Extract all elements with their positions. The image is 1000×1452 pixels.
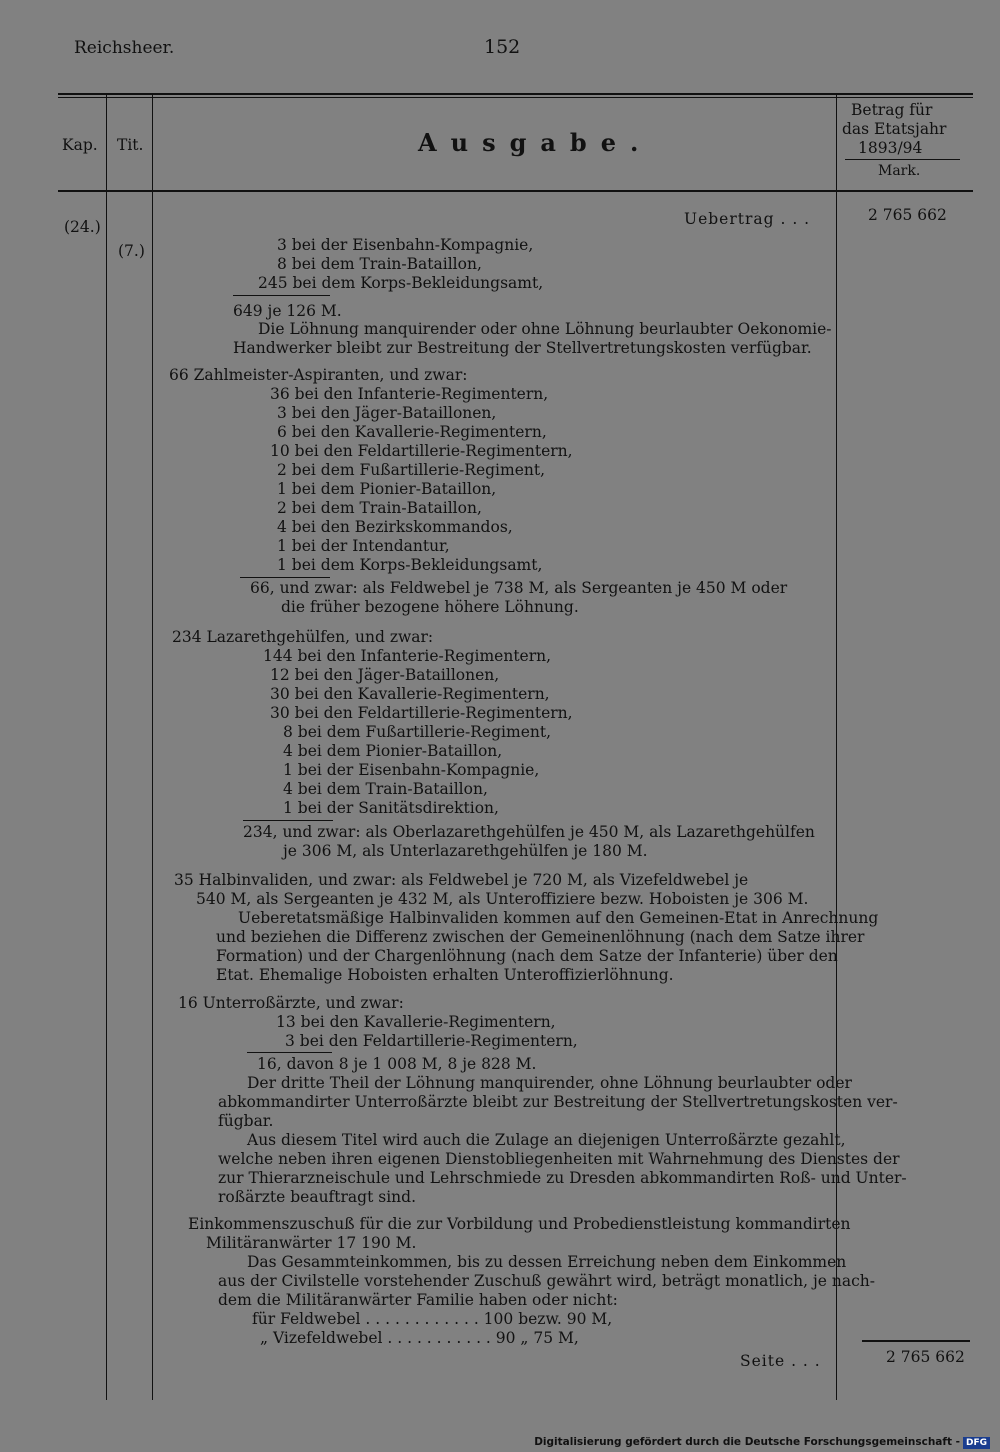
body-line: roßärzte beauftragt sind.: [218, 1188, 416, 1206]
body-line: 1 bei der Intendantur,: [277, 537, 450, 555]
body-line: 3 bei den Jäger-Bataillonen,: [277, 404, 497, 422]
body-line: 4 bei den Bezirkskommandos,: [277, 518, 513, 536]
footer-text: Digitalisierung gefördert durch die Deutsche Forschungsgemeinschaft -: [534, 1436, 960, 1448]
body-line: fügbar.: [218, 1112, 274, 1130]
body-line: Ueberetatsmäßige Halbinvaliden kommen auf den Gemeinen-Etat in Anrechnung: [238, 909, 879, 927]
body-line: Die Löhnung manquirender oder ohne Löhnung beurlaubter Oekonomie-: [258, 320, 832, 338]
body-line: 144 bei den Infanterie-Regimentern,: [263, 647, 552, 665]
body-line: abkommandirter Unterroßärzte bleibt zur Bestreitung der Stellvertretungskosten ver-: [218, 1093, 898, 1111]
body-line: 30 bei den Kavallerie-Regimentern,: [270, 685, 550, 703]
body-line: 3 bei den Feldartillerie-Regimentern,: [285, 1032, 578, 1050]
kap-column-divider: [106, 95, 107, 1400]
page-number: 152: [484, 36, 521, 58]
body-line: und beziehen die Differenz zwischen der Gemeinenlöhnung (nach dem Satze ihrer: [216, 928, 865, 946]
body-line: Handwerker bleibt zur Bestreitung der Stellvertretungskosten verfügbar.: [233, 339, 812, 357]
body-line: zur Thierarzneischule und Lehrschmiede zu Dresden abkommandirten Roß- und Unter-: [218, 1169, 907, 1187]
body-line: 1 bei der Sanitätsdirektion,: [283, 799, 499, 817]
amount-column-divider: [836, 95, 837, 1400]
betrag-header-line1: Betrag für: [851, 101, 933, 119]
body-line: 1 bei dem Pionier-Bataillon,: [277, 480, 497, 498]
body-line: 35 Halbinvaliden, und zwar: als Feldwebel je 720 M, als Vizefeldwebel je: [174, 871, 749, 889]
body-line: die früher bezogene höhere Löhnung.: [281, 598, 579, 616]
body-line: 234 Lazarethgehülfen, und zwar:: [172, 628, 434, 646]
body-line: 8 bei dem Fußartillerie-Regiment,: [283, 723, 552, 741]
body-line: Einkommenszuschuß für die zur Vorbildung und Probedienstleistung kommandirten: [188, 1215, 851, 1233]
body-line: 66 Zahlmeister-Aspiranten, und zwar:: [169, 366, 468, 384]
sum-rule: [247, 1052, 332, 1053]
page-total-amount: 2 765 662: [886, 1348, 965, 1366]
body-line: 234, und zwar: als Oberlazarethgehülfen je 450 M, als Lazarethgehülfen: [243, 823, 815, 841]
sum-rule: [243, 820, 333, 821]
body-line: 30 bei den Feldartillerie-Regimentern,: [270, 704, 573, 722]
body-line: 4 bei dem Train-Bataillon,: [283, 780, 488, 798]
body-line: 1 bei dem Korps-Bekleidungsamt,: [277, 556, 543, 574]
page-total-label: Seite . . .: [740, 1352, 821, 1370]
kap-value: (24.): [64, 218, 101, 236]
total-rule: [862, 1340, 970, 1342]
body-line: Das Gesammteinkommen, bis zu dessen Erreichung neben dem Einkommen: [247, 1253, 847, 1271]
body-line: 245 bei dem Korps-Bekleidungsamt,: [258, 274, 544, 292]
body-line: 1 bei der Eisenbahn-Kompagnie,: [283, 761, 540, 779]
betrag-header-line3: 1893/94: [858, 139, 923, 157]
body-line: 12 bei den Jäger-Bataillonen,: [270, 666, 500, 684]
body-line: 540 M, als Sergeanten je 432 M, als Unteroffiziere bezw. Hoboisten je 306 M.: [196, 890, 809, 908]
running-header: Reichsheer.: [74, 38, 175, 58]
body-line: 36 bei den Infanterie-Regimentern,: [270, 385, 549, 403]
body-line: Militäranwärter 17 190 M.: [206, 1234, 417, 1252]
sum-rule: [233, 295, 330, 296]
body-line: 6 bei den Kavallerie-Regimentern,: [277, 423, 547, 441]
body-line: 13 bei den Kavallerie-Regimentern,: [276, 1013, 556, 1031]
body-line: Aus diesem Titel wird auch die Zulage an diejenigen Unterroßärzte gezahlt,: [247, 1131, 846, 1149]
body-line: 10 bei den Feldartillerie-Regimentern,: [270, 442, 573, 460]
tit-header: Tit.: [117, 136, 144, 154]
carry-over-amount: 2 765 662: [868, 206, 947, 224]
digitization-footer: [534, 1436, 990, 1449]
body-line: 8 bei dem Train-Bataillon,: [277, 255, 482, 273]
body-line: 2 bei dem Train-Bataillon,: [277, 499, 482, 517]
carry-over-label: Uebertrag . . .: [684, 210, 811, 228]
body-line: 66, und zwar: als Feldwebel je 738 M, als Sergeanten je 450 M oder: [250, 579, 788, 597]
tit-value: (7.): [118, 242, 145, 260]
body-line: welche neben ihren eigenen Dienstobliegenheiten mit Wahrnehmung des Dienstes der: [218, 1150, 900, 1168]
body-line: Etat. Ehemalige Hoboisten erhalten Unteroffizierlöhnung.: [216, 966, 674, 984]
body-line: 2 bei dem Fußartillerie-Regiment,: [277, 461, 546, 479]
body-line: aus der Civilstelle vorstehender Zuschuß gewährt wird, beträgt monatlich, je nach-: [218, 1272, 876, 1290]
sum-rule: [240, 577, 330, 578]
body-line: je 306 M, als Unterlazarethgehülfen je 180 M.: [283, 842, 648, 860]
body-line: dem die Militäranwärter Familie haben oder nicht:: [218, 1291, 618, 1309]
dfg-logo: DFG: [963, 1437, 990, 1449]
body-line: 4 bei dem Pionier-Bataillon,: [283, 742, 503, 760]
body-line: 16, davon 8 je 1 008 M, 8 je 828 M.: [257, 1055, 537, 1073]
ausgabe-title: Ausgabe.: [418, 128, 653, 157]
tit-column-divider: [152, 95, 153, 1400]
body-line: Formation) und der Chargenlöhnung (nach dem Satze der Infanterie) über den: [216, 947, 838, 965]
body-line: 3 bei der Eisenbahn-Kompagnie,: [277, 236, 534, 254]
body-line: 649 je 126 M.: [233, 302, 342, 320]
kap-header: Kap.: [62, 136, 98, 154]
betrag-underline: [845, 159, 960, 160]
body-line: „ Vizefeldwebel . . . . . . . . . . . 90 „ 75 M,: [260, 1329, 579, 1347]
body-line: für Feldwebel . . . . . . . . . . . . 100 bezw. 90 M,: [252, 1310, 613, 1328]
unit-label: Mark.: [878, 163, 921, 179]
betrag-header-line2: das Etatsjahr: [842, 120, 947, 138]
body-line: Der dritte Theil der Löhnung manquirender, ohne Löhnung beurlaubter oder: [247, 1074, 852, 1092]
body-line: 16 Unterroßärzte, und zwar:: [178, 994, 404, 1012]
